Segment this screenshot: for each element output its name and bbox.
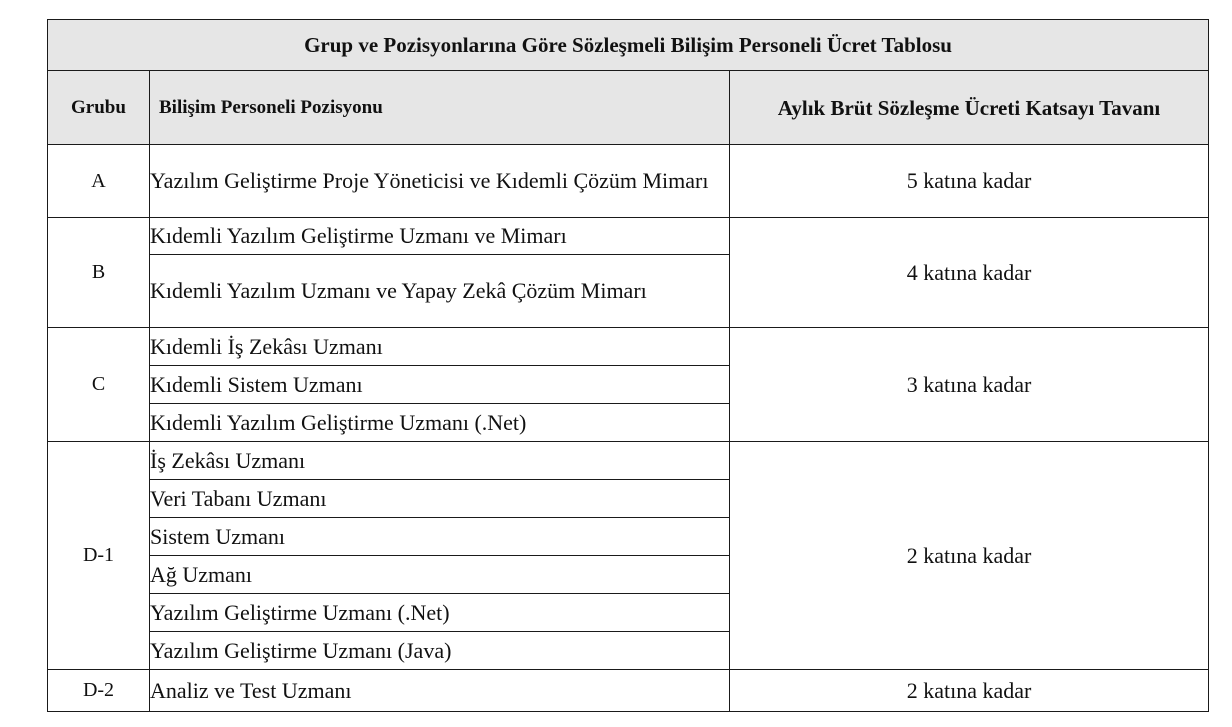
coefficient-cell: 2 katına kadar xyxy=(730,442,1209,670)
table-row xyxy=(48,145,1209,218)
table-title-row xyxy=(48,20,1209,71)
table-row xyxy=(48,670,1209,712)
position-cell: Yazılım Geliştirme Uzmanı (.Net) xyxy=(150,594,730,632)
position-cell: İş Zekâsı Uzmanı xyxy=(150,442,730,480)
position-cell: Kıdemli Sistem Uzmanı xyxy=(150,366,730,404)
position-cell: Kıdemli İş Zekâsı Uzmanı xyxy=(150,328,730,366)
group-cell: C xyxy=(48,328,150,442)
header-position: Bilişim Personeli Pozisyonu xyxy=(150,71,730,145)
position-cell: Ağ Uzmanı xyxy=(150,556,730,594)
position-cell: Kıdemli Yazılım Geliştirme Uzmanı (.Net) xyxy=(150,404,730,442)
table-row xyxy=(48,442,1209,480)
wage-table-container xyxy=(47,19,1208,712)
table-row xyxy=(48,328,1209,366)
coefficient-cell: 2 katına kadar xyxy=(730,670,1209,712)
position-cell: Sistem Uzmanı xyxy=(150,518,730,556)
position-cell: Veri Tabanı Uzmanı xyxy=(150,480,730,518)
coefficient-cell: 3 katına kadar xyxy=(730,328,1209,442)
table-header-row xyxy=(48,71,1209,145)
table-title: Grup ve Pozisyonlarına Göre Sözleşmeli Bilişim Personeli Ücret Tablosu xyxy=(48,20,1209,71)
header-group: Grubu xyxy=(48,71,150,145)
group-cell: D-1 xyxy=(48,442,150,670)
position-cell: Kıdemli Yazılım Uzmanı ve Yapay Zekâ Çözüm Mimarı xyxy=(150,255,730,328)
position-cell: Yazılım Geliştirme Proje Yöneticisi ve Kıdemli Çözüm Mimarı xyxy=(150,145,730,218)
group-cell: D-2 xyxy=(48,670,150,712)
table-row xyxy=(48,218,1209,255)
coefficient-cell: 5 katına kadar xyxy=(730,145,1209,218)
position-cell: Yazılım Geliştirme Uzmanı (Java) xyxy=(150,632,730,670)
position-cell: Kıdemli Yazılım Geliştirme Uzmanı ve Mimarı xyxy=(150,218,730,255)
coefficient-cell: 4 katına kadar xyxy=(730,218,1209,328)
header-coefficient: Aylık Brüt Sözleşme Ücreti Katsayı Tavanı xyxy=(730,71,1209,145)
group-cell: A xyxy=(48,145,150,218)
wage-table xyxy=(47,19,1209,712)
position-cell: Analiz ve Test Uzmanı xyxy=(150,670,730,712)
group-cell: B xyxy=(48,218,150,328)
